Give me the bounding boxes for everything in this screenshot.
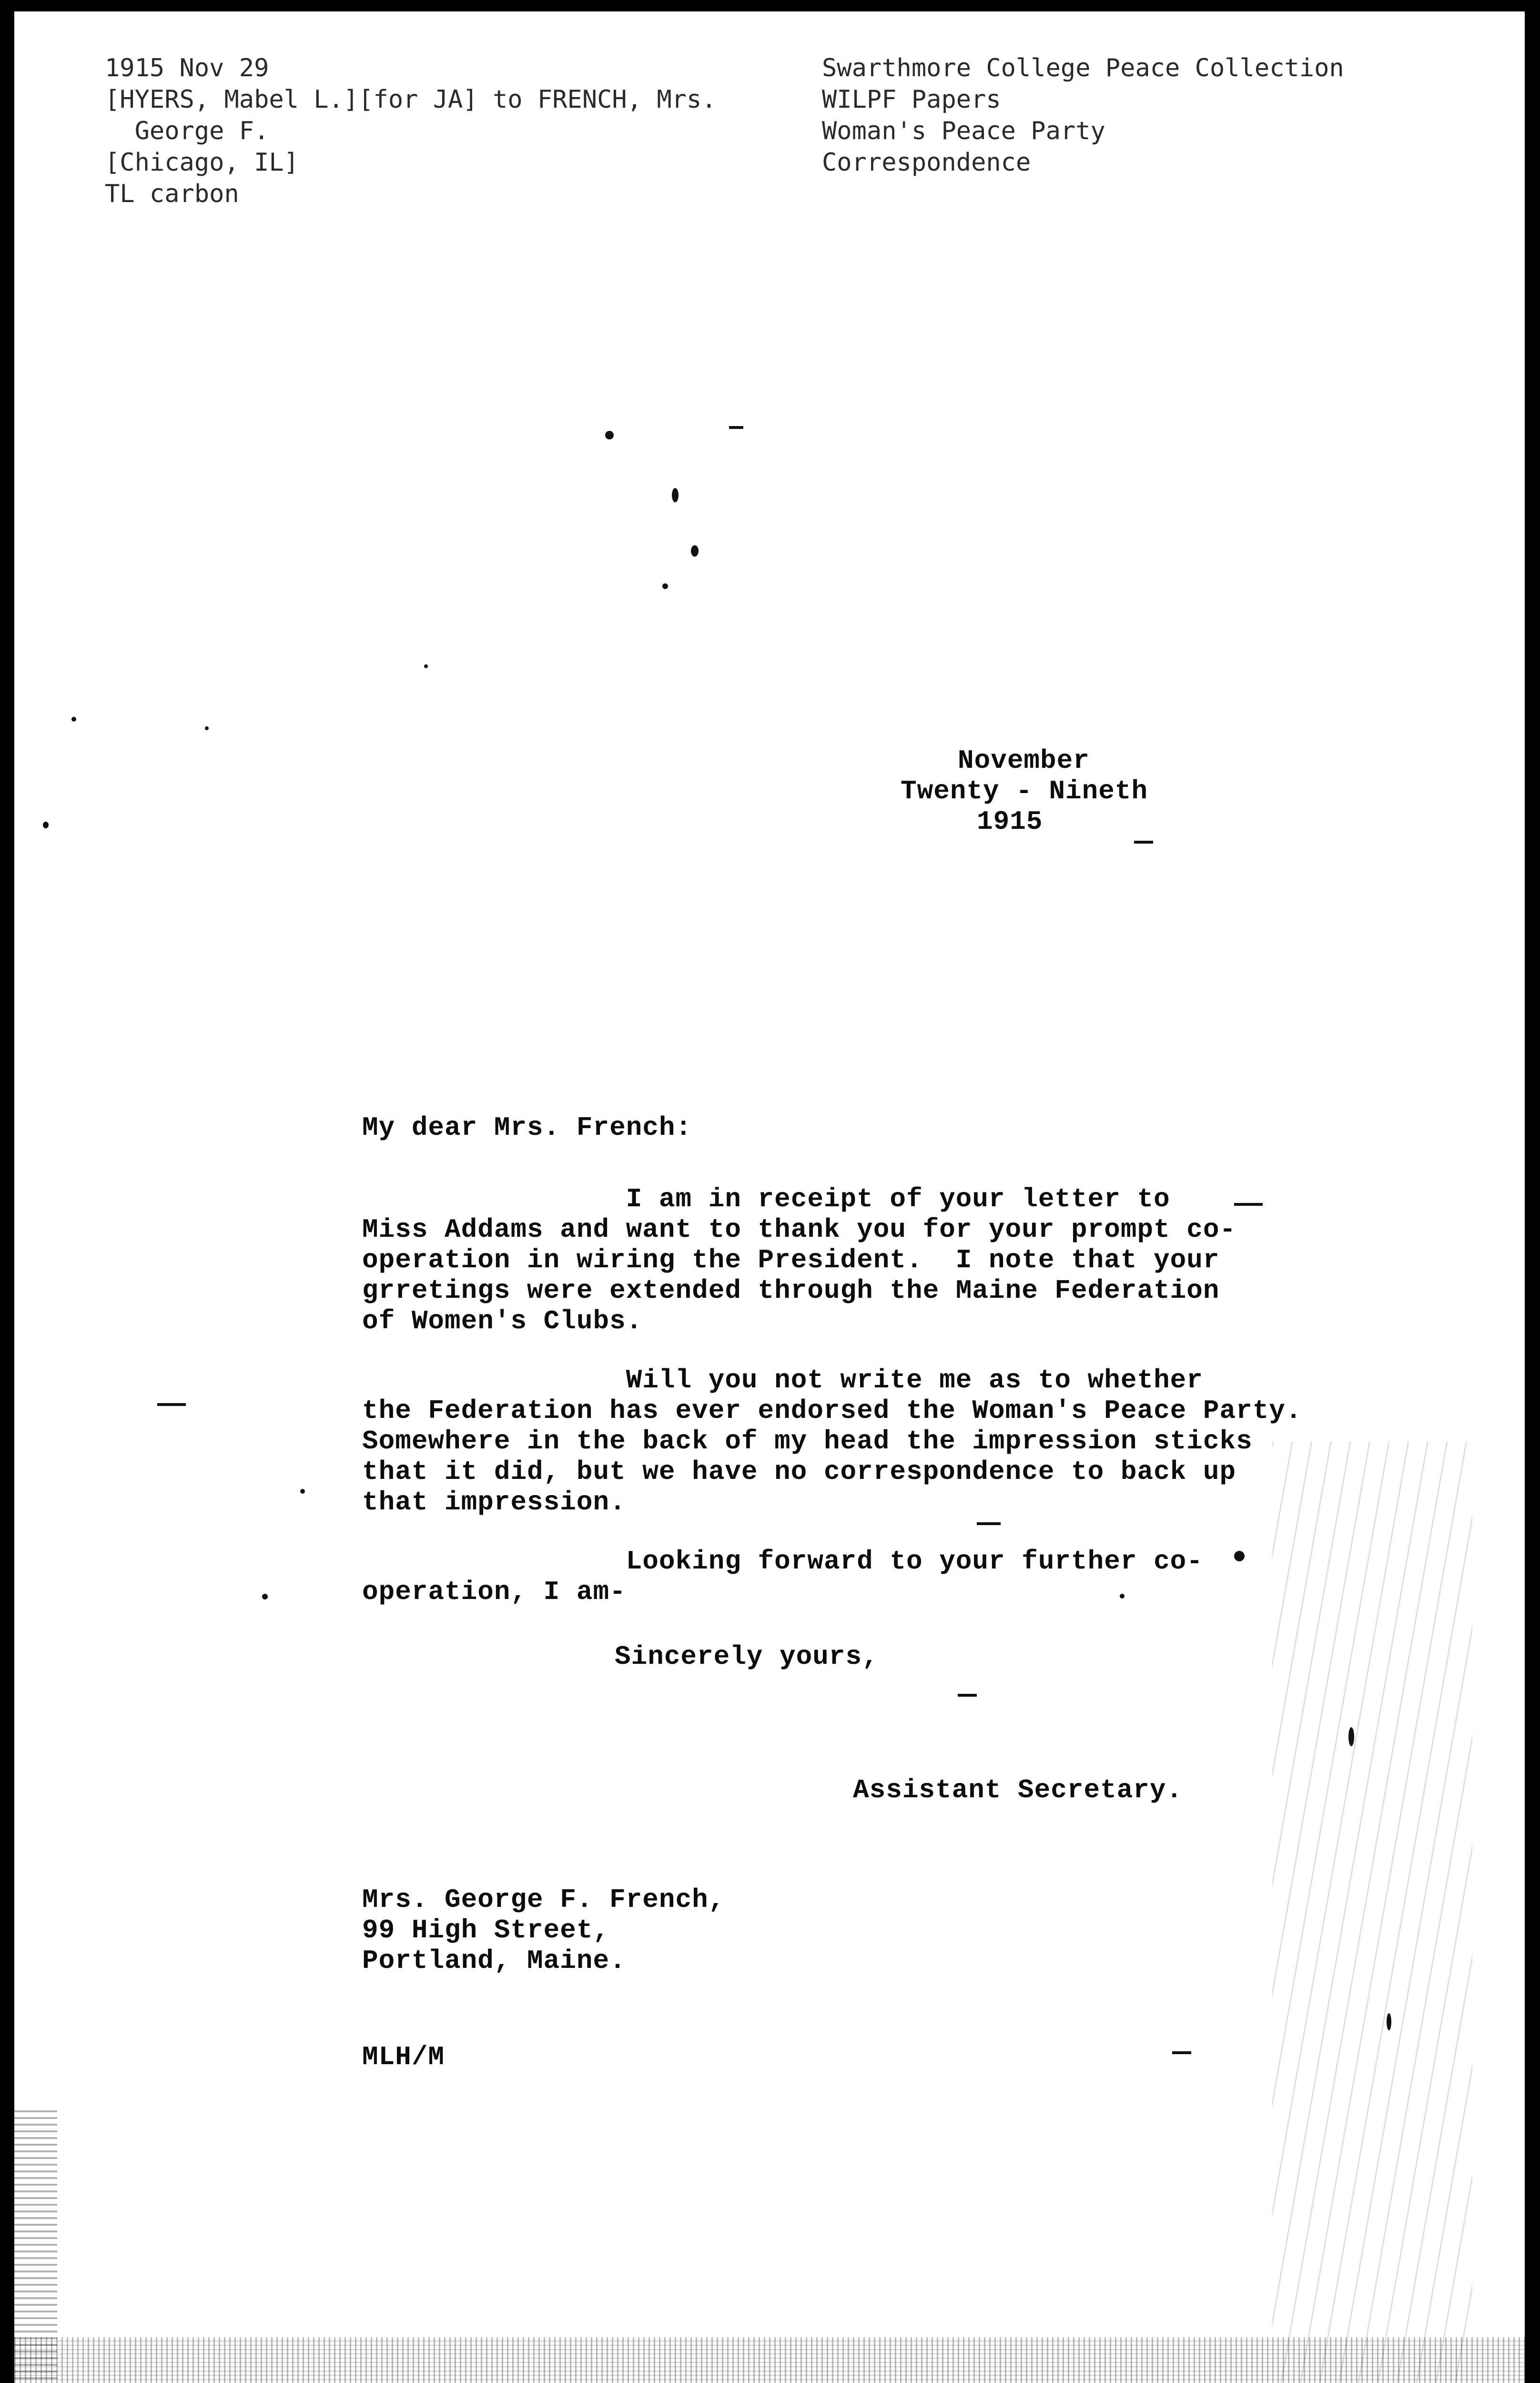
scan-dash <box>1172 2051 1191 2054</box>
scan-speck <box>205 726 209 730</box>
scan-dash <box>157 1403 186 1406</box>
scan-edge-noise <box>1272 1441 1472 2383</box>
archive-meta-line: [HYERS, Mabel L.][for JA] to FRENCH, Mrs. <box>105 85 717 114</box>
date-line: 1915 <box>977 806 1043 837</box>
paragraph-line: of Women's Clubs. <box>362 1306 643 1336</box>
address-line: 99 High Street, <box>362 1915 610 1945</box>
scan-speck <box>71 717 76 722</box>
recipient-address <box>362 1884 725 1976</box>
letter-date <box>901 745 1148 837</box>
scan-speck <box>262 1594 268 1599</box>
scan-speck <box>43 822 49 828</box>
letter-paragraph-1 <box>362 1184 1236 1336</box>
archive-meta-line: Correspondence <box>822 148 1031 177</box>
archive-meta-right <box>822 52 1344 178</box>
paragraph-line: Miss Addams and want to thank you for your prompt co- <box>362 1214 1236 1245</box>
archive-meta-line: TL carbon <box>105 180 239 208</box>
scan-dash <box>958 1694 977 1697</box>
scan-speck <box>605 431 614 439</box>
paragraph-line: Somewhere in the back of my head the impression sticks <box>362 1426 1253 1456</box>
date-line: Twenty - Nineth <box>901 776 1148 806</box>
address-line: Portland, Maine. <box>362 1945 626 1976</box>
archive-meta-line: [Chicago, IL] <box>105 148 299 177</box>
paragraph-line: the Federation has ever endorsed the Woman's Peace Party. <box>362 1395 1302 1426</box>
letter-signature-title: Assistant Secretary. <box>853 1775 1183 1805</box>
document-page <box>14 11 1525 2383</box>
address-line: Mrs. George F. French, <box>362 1884 725 1915</box>
archive-meta-line: Swarthmore College Peace Collection <box>822 54 1344 82</box>
paragraph-line: operation in wiring the President. I note that your <box>362 1245 1220 1275</box>
letter-paragraph-2 <box>362 1365 1302 1517</box>
letter-closing: Sincerely yours, <box>615 1641 879 1672</box>
paragraph-line: operation, I am- <box>362 1577 626 1607</box>
scan-speck <box>672 488 679 502</box>
paragraph-line: Looking forward to your further co- <box>362 1546 1203 1577</box>
letter-paragraph-3 <box>362 1546 1203 1607</box>
paragraph-line: Will you not write me as to whether <box>362 1365 1203 1395</box>
scan-dash <box>1134 841 1153 844</box>
scan-speck <box>300 1489 305 1494</box>
date-line: November <box>958 745 1090 776</box>
paragraph-line: that it did, but we have no correspondence to back up <box>362 1456 1236 1487</box>
archive-meta-line: Woman's Peace Party <box>822 117 1105 145</box>
scan-speck <box>691 545 699 557</box>
scan-speck <box>662 583 668 589</box>
archive-meta-line: George F. <box>105 117 269 145</box>
scan-dash <box>977 1522 1001 1525</box>
scan-bottom-noise <box>14 2337 1525 2383</box>
scan-speck <box>424 664 428 668</box>
archive-meta-line: 1915 Nov 29 <box>105 54 269 82</box>
archive-meta-left <box>105 52 717 210</box>
paragraph-line: I am in receipt of your letter to <box>362 1184 1170 1214</box>
typist-initials: MLH/M <box>362 2042 445 2072</box>
scan-speck <box>1234 1551 1245 1561</box>
paragraph-line: that impression. <box>362 1487 626 1517</box>
paragraph-line: grretings were extended through the Maine Federation <box>362 1275 1220 1306</box>
scan-dash <box>729 426 743 429</box>
scan-dash <box>1234 1203 1263 1206</box>
archive-meta-line: WILPF Papers <box>822 85 1001 114</box>
letter-salutation: My dear Mrs. French: <box>362 1112 692 1143</box>
